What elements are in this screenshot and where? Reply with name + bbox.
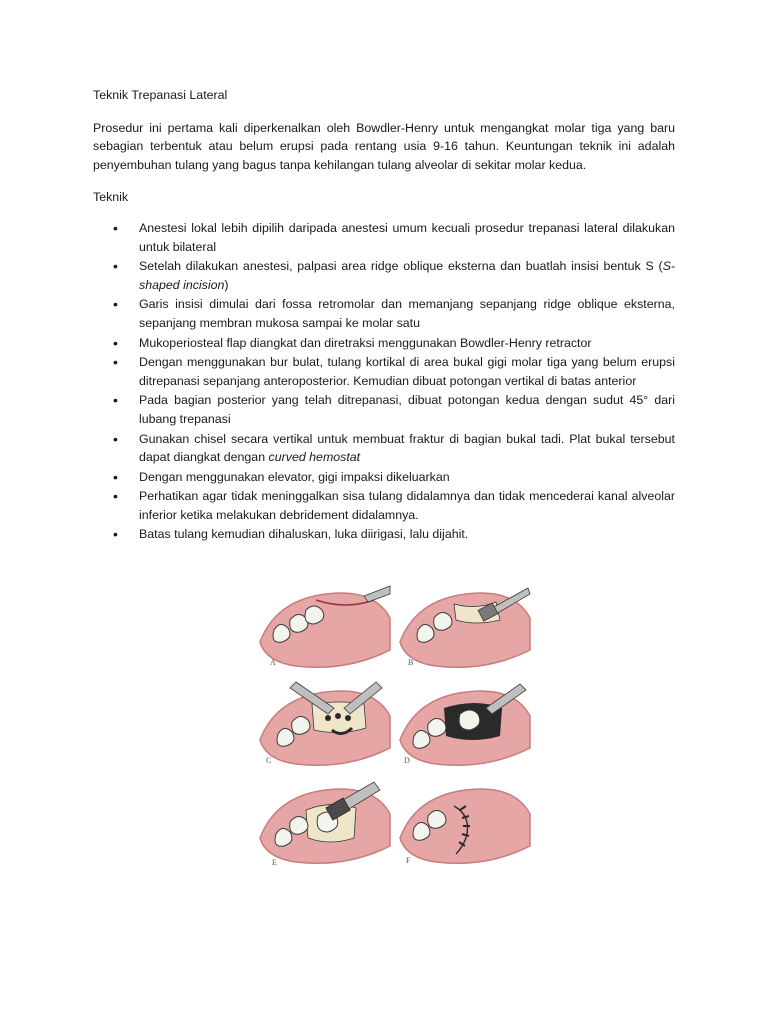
step-item — [93, 487, 675, 524]
bullet-icon: • — [113, 258, 118, 275]
bullet-icon: • — [113, 488, 118, 505]
step-item — [93, 525, 675, 544]
document-page — [93, 86, 675, 545]
panel-label-d: D — [404, 756, 410, 765]
panel-label-e: E — [272, 858, 277, 867]
bullet-icon: • — [113, 334, 118, 351]
step-text: Dengan menggunakan elevator, gigi impaksi dikeluarkan — [139, 469, 450, 484]
step-text: Batas tulang kemudian dihaluskan, luka diirigasi, lalu dijahit. — [139, 527, 469, 542]
procedure-illustration — [250, 574, 546, 874]
step-item — [93, 257, 675, 294]
step-text: Mukoperiosteal flap diangkat dan diretraksi menggunakan Bowdler-Henry retractor — [139, 335, 592, 350]
step-text: Setelah dilakukan anestesi, palpasi area ridge oblique eksterna dan buatlah insisi bentuk S ( — [139, 259, 663, 274]
panel-e-illustration — [256, 776, 394, 868]
step-item — [93, 219, 675, 256]
panel-label-f: F — [406, 856, 411, 865]
section-title: Teknik — [93, 190, 129, 205]
panel-c-illustration — [256, 678, 394, 770]
step-item — [93, 334, 675, 353]
step-text: Dengan menggunakan bur bulat, tulang kortikal di area bukal gigi molar tiga yang belum erupsi ditrepanasi sepanjang anteroposterior. Kemudian dibuat potongan vertikal di batas anterior — [139, 355, 675, 388]
step-text: Gunakan chisel secara vertikal untuk membuat fraktur di bagian bukal tadi. Plat bukal tersebut dapat diangkat dengan — [139, 431, 675, 465]
bullet-icon: • — [113, 526, 118, 543]
bullet-icon: • — [113, 354, 118, 371]
step-item — [93, 391, 675, 428]
panel-label-b: B — [408, 658, 414, 667]
bullet-icon: • — [113, 392, 118, 409]
step-text: Anestesi lokal lebih dipilih daripada anestesi umum kecuali prosedur trepanasi lateral dilakukan untuk bilateral — [139, 220, 675, 254]
page-title: Teknik Trepanasi Lateral — [93, 88, 228, 102]
step-emphasis: curved hemostat — [268, 450, 361, 465]
step-item — [93, 468, 675, 487]
step-item — [93, 353, 675, 390]
panel-b-illustration — [396, 580, 534, 672]
bullet-icon: • — [113, 468, 118, 485]
bullet-icon: • — [113, 430, 118, 447]
panel-f-illustration — [396, 776, 534, 868]
intro-paragraph: Prosedur ini pertama kali diperkenalkan oleh Bowdler-Henry untuk mengangkat molar tiga yang baru sebagian terbentuk atau belum erupsi pada rentang usia 9-16 tahun. Keuntungan teknik ini adalah penyembuhan tulang yang bagus tanpa kehilangan tulang alveolar di sekitar molar kedua. — [93, 120, 675, 172]
step-emphasis: S-shaped incision — [139, 259, 675, 292]
bullet-icon: • — [113, 219, 118, 236]
panel-label-c: C — [266, 756, 272, 765]
step-item — [93, 430, 675, 467]
panel-a-illustration — [256, 580, 394, 672]
panel-label-a: A — [270, 658, 276, 667]
technique-steps-list — [93, 219, 675, 544]
panel-d-illustration — [396, 678, 534, 770]
bullet-icon: • — [113, 296, 118, 313]
step-text: Garis insisi dimulai dari fossa retromolar dan memanjang sepanjang ridge oblique eksterna, sepanjang membran mukosa sampai ke molar satu — [139, 297, 675, 330]
step-text: Perhatikan agar tidak meninggalkan sisa tulang didalamnya dan tidak mencederai kanal alveolar inferior ketika melakukan debridement didalamnya. — [139, 489, 675, 522]
step-item — [93, 295, 675, 332]
step-text: Pada bagian posterior yang telah ditrepanasi, dibuat potongan kedua dengan sudut 45° dari lubang trepanasi — [139, 393, 675, 426]
step-suffix: ) — [224, 277, 229, 292]
